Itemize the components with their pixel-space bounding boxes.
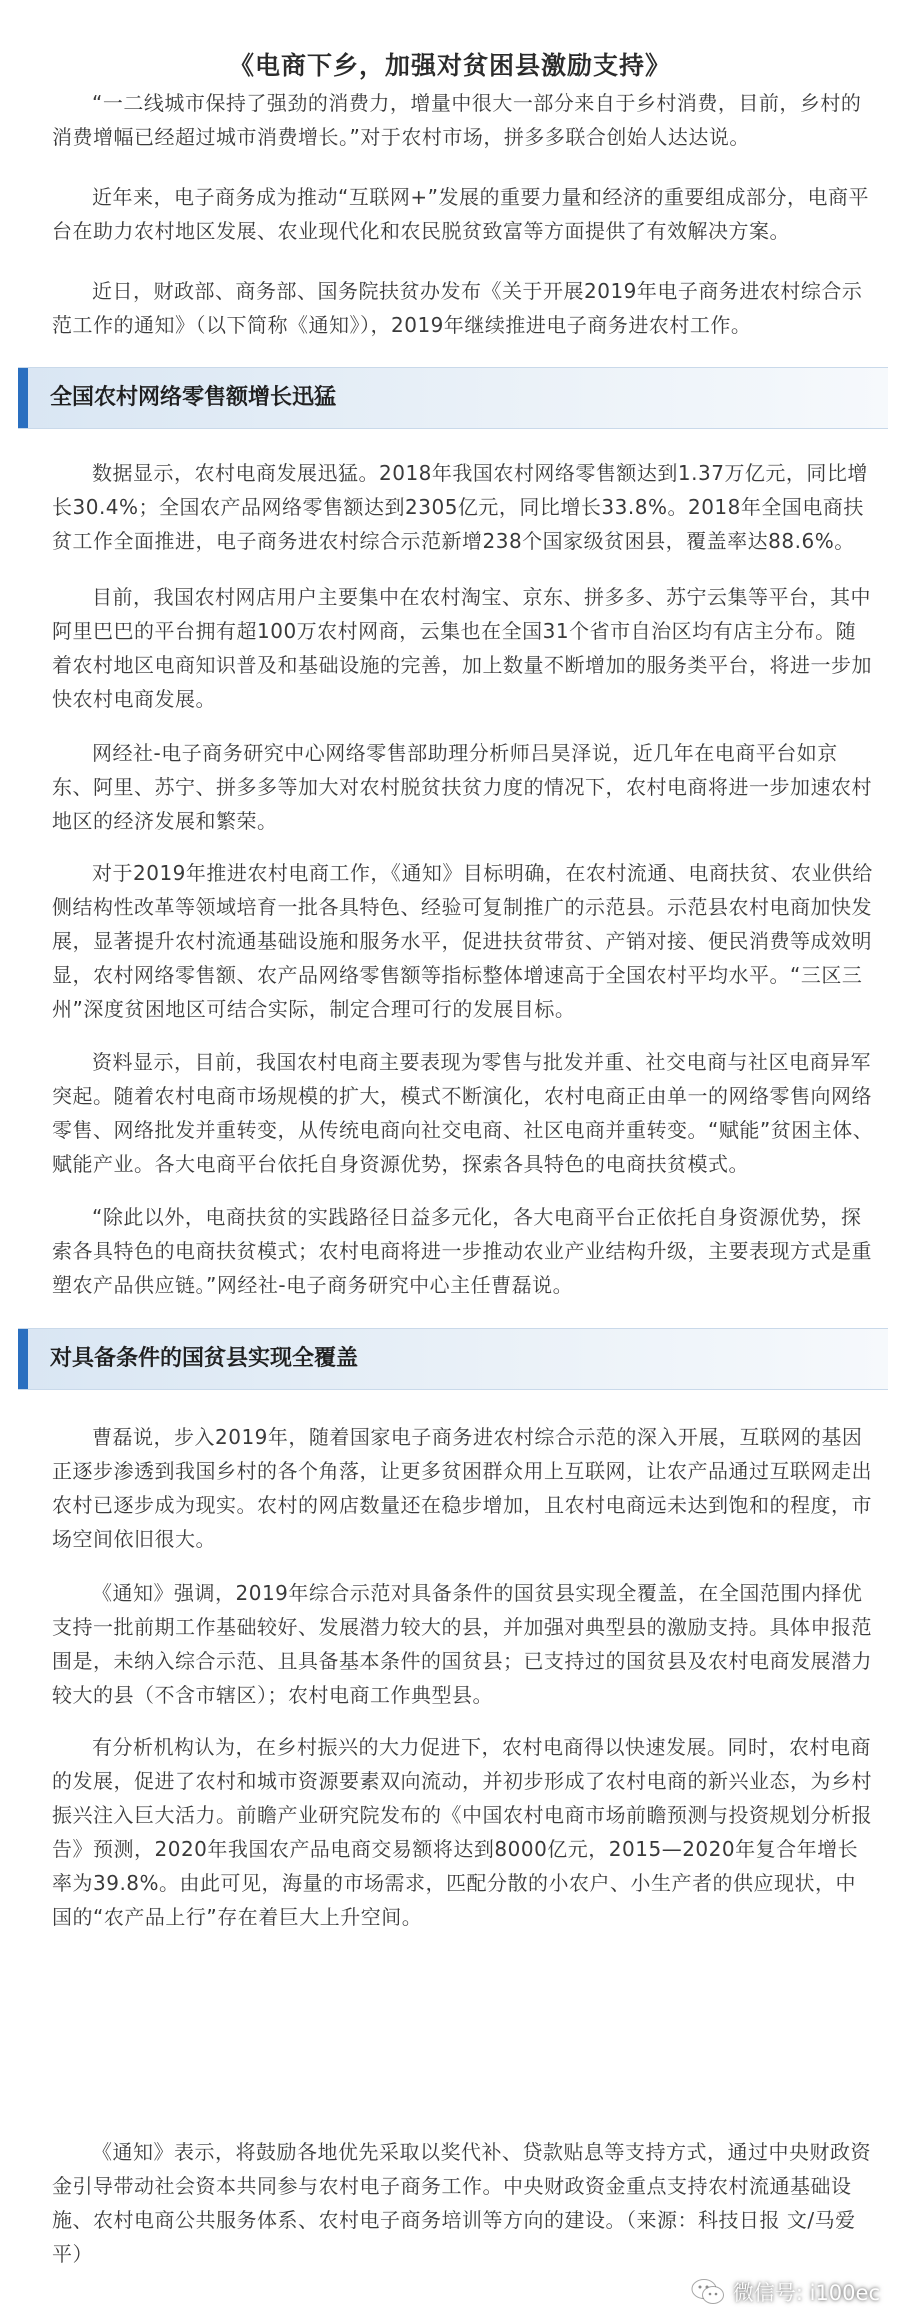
section2-paragraph-1: 曹磊说，步入2019年，随着国家电子商务进农村综合示范的深入开展，互联网的基因正逐步渗透到我国乡村的各个角落，让更多贫困群众用上互联网，让农产品通过互联网走出农村已逐步成为现实。农村的网店数量还在稳步增加，且农村电商远未达到饱和的程度，市场空间依旧很大。 — [52, 1425, 872, 1551]
intro-paragraph-1: “一二线城市保持了强劲的消费力，增量中很大一部分来自于乡村消费，目前，乡村的消费增幅已经超过城市消费增长。”对于农村市场，拼多多联合创始人达达说。 — [52, 91, 862, 149]
section-accent-stripe — [18, 368, 28, 428]
section1-paragraph-1: 数据显示，农村电商发展迅猛。2018年我国农村网络零售额达到1.37万亿元，同比增长30.4%；全国农产品网络零售额达到2305亿元，同比增长33.8%。2018年全国电商扶贫工作全面推进，电子商务进农村综合示范新增238个国家级贫困县，覆盖率达88.6%。 — [52, 461, 868, 553]
section1-paragraph-3: 网经社-电子商务研究中心网络零售部助理分析师吕昊泽说，近几年在电商平台如京东、阿里、苏宁、拼多多等加大对农村脱贫扶贫力度的情况下，农村电商将进一步加速农村地区的经济发展和繁荣。 — [52, 741, 872, 833]
section-heading-2: 对具备条件的国贫县实现全覆盖 — [50, 1346, 359, 1371]
wechat-watermark — [691, 2277, 880, 2307]
section1-paragraph-6: “除此以外，电商扶贫的实践路径日益多元化，各大电商平台正依托自身资源优势，探索各具特色的电商扶贫模式；农村电商将进一步推动农业产业结构升级，主要表现方式是重塑农产品供应链。”网经社-电子商务研究中心主任曹磊说。 — [52, 1205, 872, 1297]
article-title: 《电商下乡，加强对贫困县激励支持》 — [228, 51, 671, 80]
section-accent-stripe — [18, 1329, 28, 1389]
intro-paragraph-3: 近日，财政部、商务部、国务院扶贫办发布《关于开展2019年电子商务进农村综合示范工作的通知》（以下简称《通知》），2019年继续推进电子商务进农村工作。 — [52, 279, 863, 337]
section1-paragraph-4: 对于2019年推进农村电商工作，《通知》目标明确，在农村流通、电商扶贫、农业供给侧结构性改革等领域培育一批各具特色、经验可复制推广的示范县。示范县农村电商加快发展，显著提升农村流通基础设施和服务水平，促进扶贫带贫、产销对接、便民消费等成效明显，农村网络零售额、农产品网络零售额等指标整体增速高于全国农村平均水平。“三区三州”深度贫困地区可结合实际，制定合理可行的发展目标。 — [52, 861, 873, 1021]
section-heading-bar — [18, 367, 888, 429]
section2-paragraph-3: 有分析机构认为，在乡村振兴的大力促进下，农村电商得以快速发展。同时，农村电商的发展，促进了农村和城市资源要素双向流动，并初步形成了农村电商的新兴业态，为乡村振兴注入巨大活力。前瞻产业研究院发布的《中国农村电商市场前瞻预测与投资规划分析报告》预测，2020年我国农产品电商交易额将达到8000亿元，2015—2020年复合年增长率为39.8%。由此可见，海量的市场需求，匹配分散的小农户、小生产者的供应现状，中国的“农产品上行”存在着巨大上升空间。 — [52, 1735, 872, 1929]
intro-paragraph-2: 近年来，电子商务成为推动“互联网+”发展的重要力量和经济的重要组成部分，电商平台在助力农村地区发展、农业现代化和农民脱贫致富等方面提供了有效解决方案。 — [52, 185, 869, 243]
section2-paragraph-4: 《通知》表示，将鼓励各地优先采取以奖代补、贷款贴息等支持方式，通过中央财政资金引导带动社会资本共同参与农村电子商务工作。中央财政资金重点支持农村流通基础设施、农村电商公共服务体系、农村电子商务培训等方向的建设。（来源：科技日报 文/马爱平） — [52, 2140, 871, 2266]
section2-paragraph-2: 《通知》强调，2019年综合示范对具备条件的国贫县实现全覆盖，在全国范围内择优支持一批前期工作基础较好、发展潜力较大的县，并加强对典型县的激励支持。具体申报范围是，未纳入综合示范、且具备基本条件的国贫县；已支持过的国贫县及农村电商发展潜力较大的县（不含市辖区）；农村电商工作典型县。 — [52, 1581, 872, 1707]
section1-paragraph-2: 目前，我国农村网店用户主要集中在农村淘宝、京东、拼多多、苏宁云集等平台，其中阿里巴巴的平台拥有超100万农村网商，云集也在全国31个省市自治区均有店主分布。随着农村地区电商知识普及和基础设施的完善，加上数量不断增加的服务类平台，将进一步加快农村电商发展。 — [52, 585, 872, 711]
section-heading-bar — [18, 1328, 888, 1390]
section1-paragraph-5: 资料显示，目前，我国农村电商主要表现为零售与批发并重、社交电商与社区电商异军突起。随着农村电商市场规模的扩大，模式不断演化，农村电商正由单一的网络零售向网络零售、网络批发并重转变，从传统电商向社交电商、社区电商并重转变。“赋能”贫困主体、赋能产业。各大电商平台依托自身资源优势，探索各具特色的电商扶贫模式。 — [52, 1050, 874, 1176]
watermark-text: 微信号: i100ec — [732, 2281, 880, 2305]
wechat-icon — [691, 2278, 725, 2306]
section-heading-1: 全国农村网络零售额增长迅猛 — [50, 385, 337, 410]
